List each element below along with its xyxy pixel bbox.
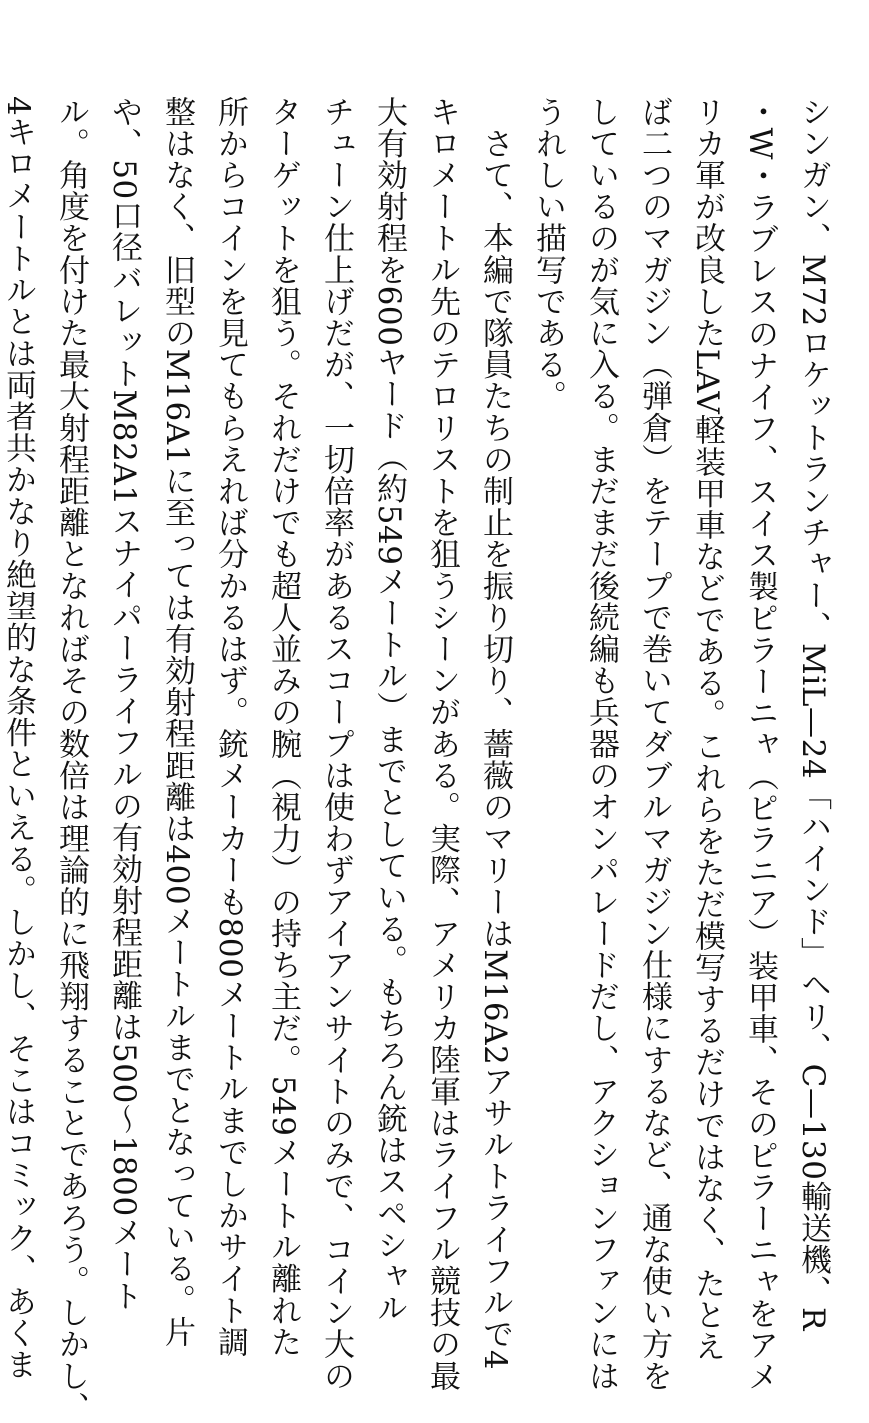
text-line: さて、本編で隊員たちの制止を振り切り、薔薇のマリーはM16A2アサルトライフルで4	[477, 96, 513, 1371]
text-line: ル。角度を付けた最大射程距離となればその数倍は理論的に飛翔することであろう。しかし、	[53, 96, 89, 1423]
text-line: 整はなく、旧型のM16A1に至っては有効射程距離は400メートルまでとなっている。片	[159, 96, 195, 1348]
text-line: うれしい描写である。	[530, 96, 566, 412]
text-line: リカ軍が改良したLAV軽装甲車などである。これらをただ模写するだけではなく、たとえ	[689, 96, 725, 1363]
vertical-text-body	[0, 96, 839, 1423]
text-line: ば二つのマガジン（弾倉）をテープで巻いてダブルマガジン仕様にするなど、通な使い方を	[636, 96, 672, 1392]
text-line: 大有効射程を600ヤード（約549メートル）までとしている。もちろん銃はスペシャル	[371, 96, 407, 1324]
text-line: ・W・ラブレスのナイフ、スイス製ピラーニャ（ピラニア）装甲車、そのピラーニャをアメ	[742, 96, 778, 1393]
text-line: 所からコインを見てもらえれば分かるはず。銃メーカーも800メートルまでしかサイト調	[212, 96, 248, 1358]
text-line: チューン仕上げだが、一切倍率があるスコープは使わずアイアンサイトのみで、コイン大の	[318, 96, 354, 1392]
text-line: 4キロメートルとは両者共かなり絶望的な条件といえる。しかし、そこはコミック、あくま	[0, 96, 36, 1381]
text-line: シンガン、M72ロケットランチャー、MiL—24「ハインド」ヘリ、C—130輸送機、R	[795, 96, 831, 1331]
text-line: や、50口径バレットM82A1スナイパーライフルの有効射程距離は500〜1800メート	[106, 96, 142, 1312]
text-line: ターゲットを狙う。それだけでも超人並みの腕（視力）の持ち主だ。549メートル離れた	[265, 96, 301, 1358]
text-line: しているのが気に入る。まだまだ後続編も兵器のオンパレードだし、アクションファンには	[583, 96, 619, 1392]
text-line: キロメートル先のテロリストを狙うシーンがある。実際、アメリカ陸軍はライフル競技の最	[424, 96, 460, 1392]
